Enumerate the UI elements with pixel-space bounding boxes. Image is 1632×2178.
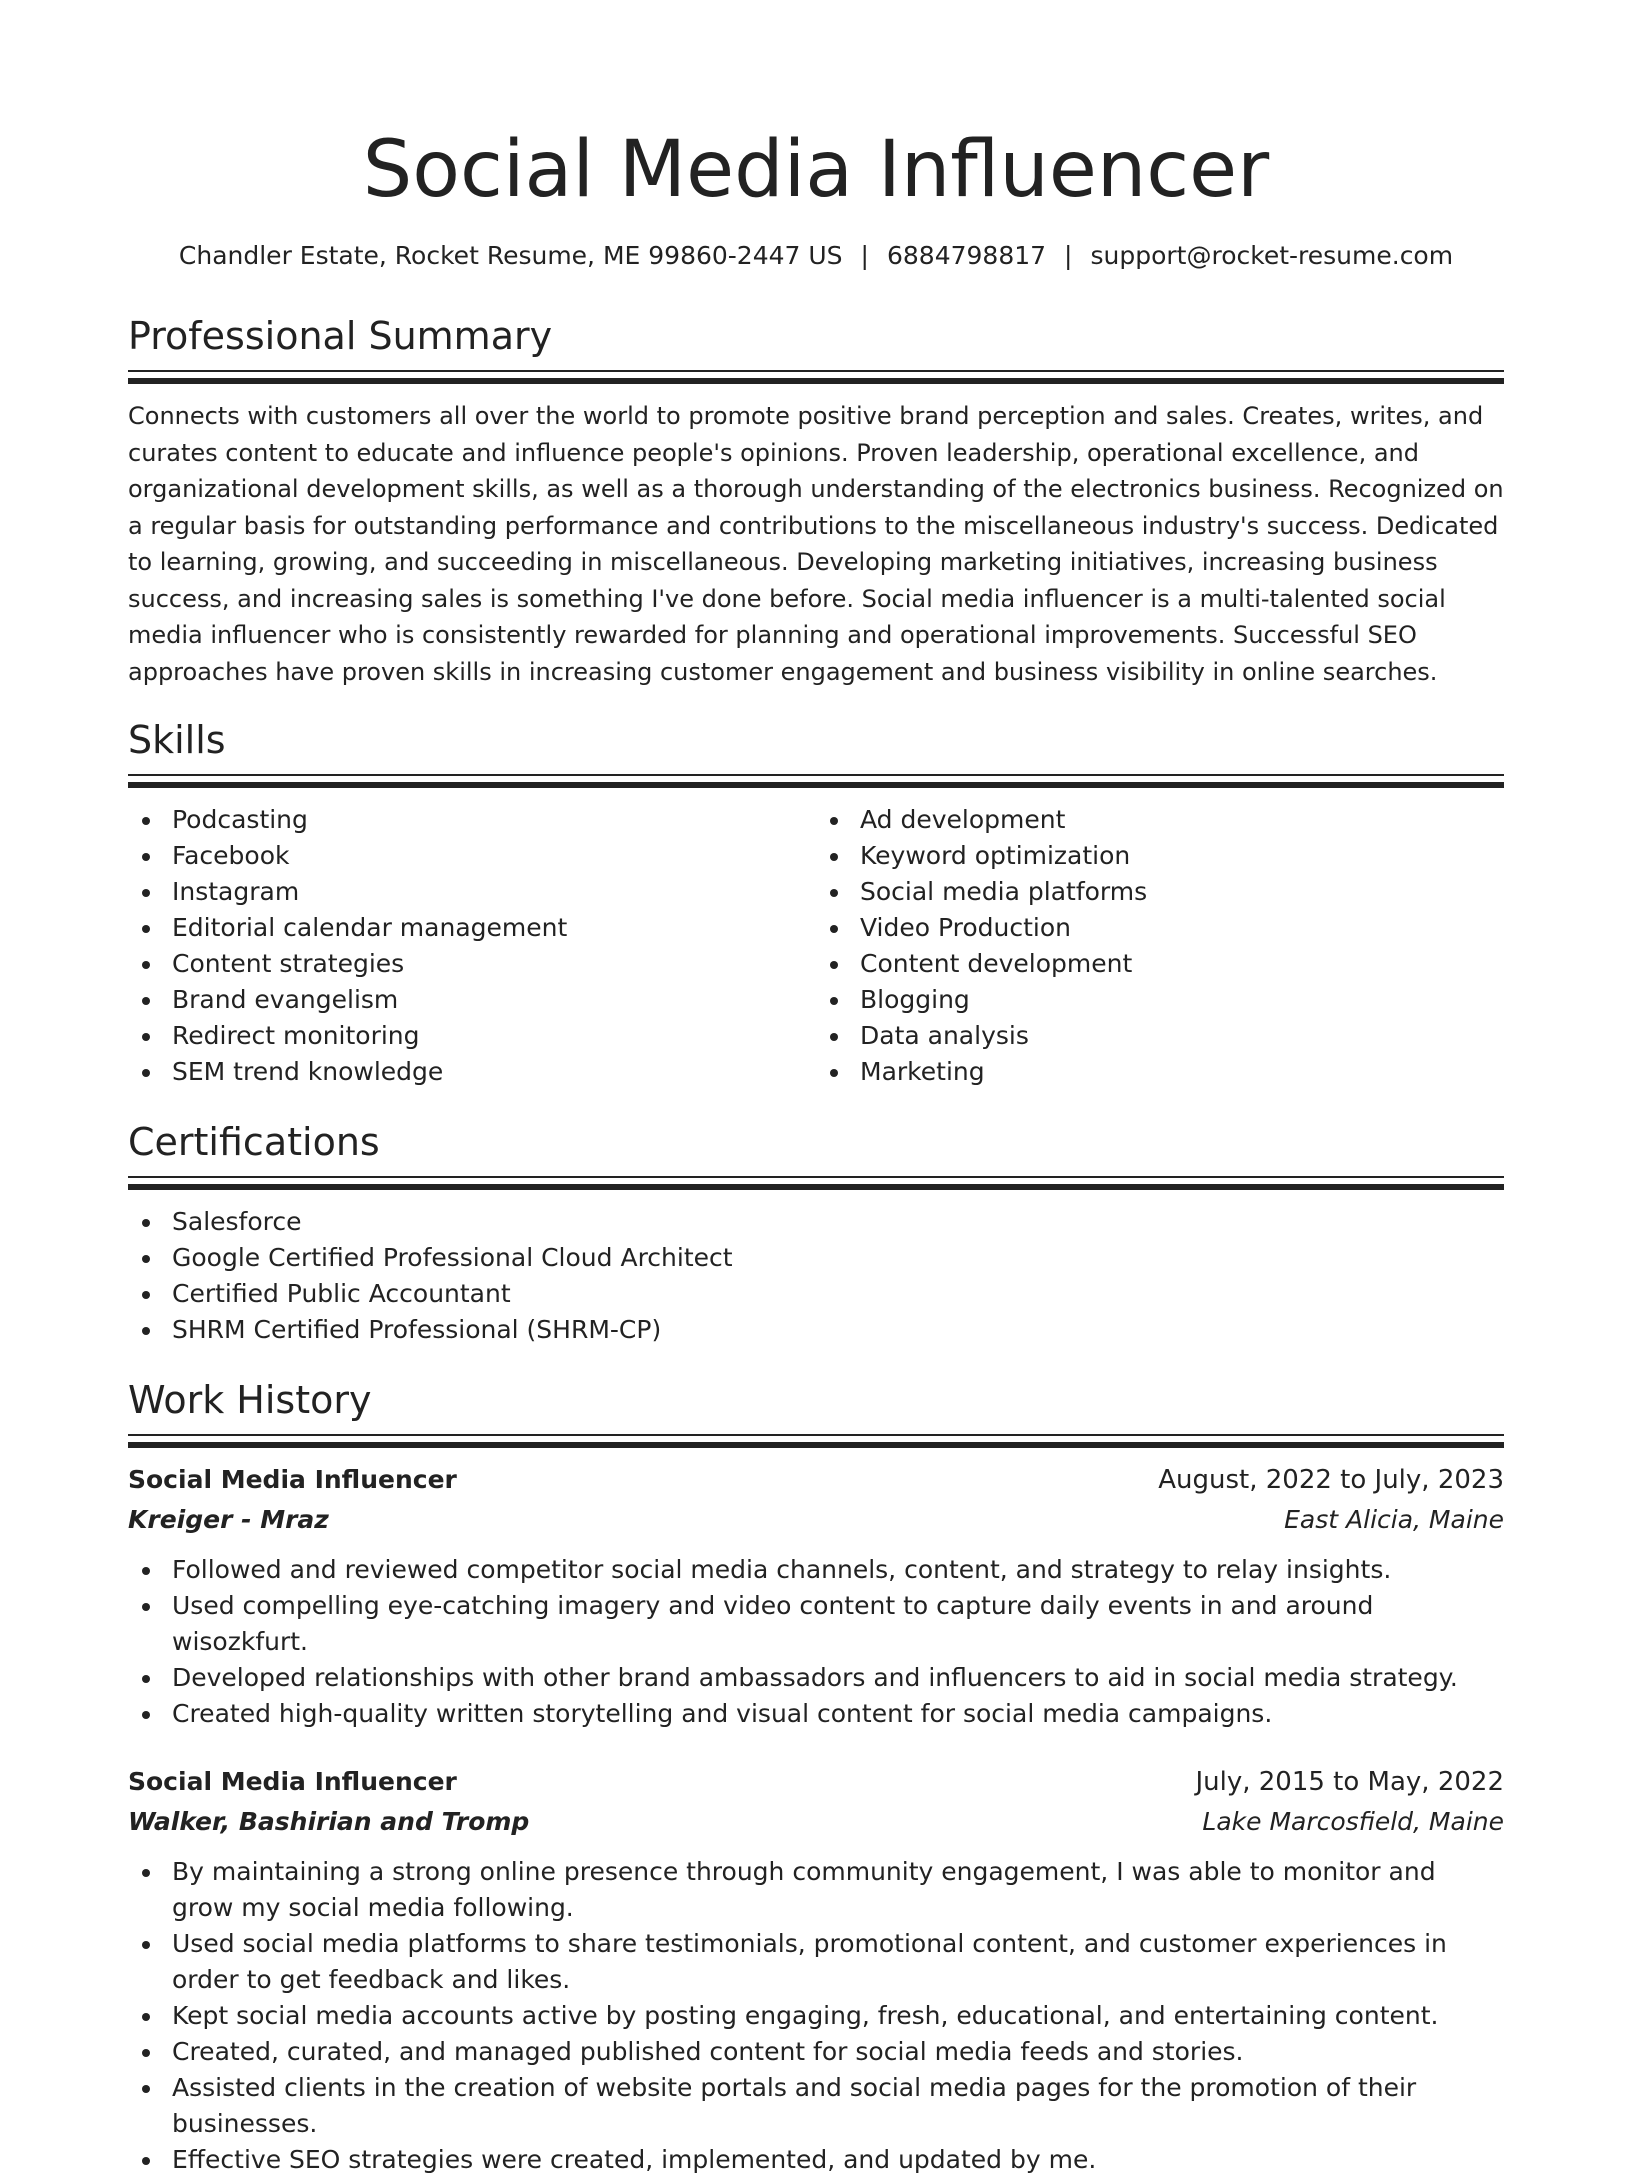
skills-section bbox=[128, 714, 1504, 1090]
skill-item: SEM trend knowledge bbox=[128, 1054, 816, 1090]
job-location: East Alicia, Maine bbox=[1284, 1505, 1504, 1534]
job-bullets bbox=[128, 1854, 1504, 2178]
job-bullet: Developed relationships with other brand ambassadors and influencers to aid in social media strategy. bbox=[128, 1660, 1504, 1696]
job-bullet: Created high-quality written storytelling and visual content for social media campaigns. bbox=[128, 1696, 1504, 1732]
job-bullet: Followed and reviewed competitor social media channels, content, and strategy to relay insights. bbox=[128, 1552, 1504, 1588]
job-dates: August, 2022 to July, 2023 bbox=[1158, 1465, 1504, 1495]
skill-item: Social media platforms bbox=[816, 874, 1504, 910]
skill-item: Instagram bbox=[128, 874, 816, 910]
skills-columns bbox=[128, 802, 1504, 1090]
skills-list-right bbox=[816, 802, 1504, 1090]
section-divider bbox=[128, 1434, 1504, 1448]
summary-section bbox=[128, 310, 1504, 690]
skill-item: Podcasting bbox=[128, 802, 816, 838]
contact-line bbox=[128, 236, 1504, 276]
contact-separator: | bbox=[860, 241, 869, 270]
job-location: Lake Marcosfield, Maine bbox=[1202, 1807, 1504, 1836]
job-company: Kreiger - Mraz bbox=[128, 1505, 329, 1534]
certification-item: Google Certified Professional Cloud Architect bbox=[128, 1240, 1504, 1276]
resume-title: Social Media Influencer bbox=[362, 125, 1270, 215]
skill-item: Data analysis bbox=[816, 1018, 1504, 1054]
skill-item: Marketing bbox=[816, 1054, 1504, 1090]
skills-list-left bbox=[128, 802, 816, 1090]
skill-item: Redirect monitoring bbox=[128, 1018, 816, 1054]
job-bullet: Effective SEO strategies were created, implemented, and updated by me. bbox=[128, 2142, 1504, 2178]
skill-item: Ad development bbox=[816, 802, 1504, 838]
skill-item: Keyword optimization bbox=[816, 838, 1504, 874]
certification-item: SHRM Certified Professional (SHRM-CP) bbox=[128, 1312, 1504, 1348]
job-subheader-row bbox=[128, 1500, 1504, 1540]
job-subheader-row bbox=[128, 1802, 1504, 1842]
certifications-section bbox=[128, 1116, 1504, 1348]
skill-item: Brand evangelism bbox=[128, 982, 816, 1018]
summary-text: Connects with customers all over the world to promote positive brand perception and sales. Creates, writes, and curates content to educate and influence people's opinions. Proven leadership, operational excellence, and organizational development skills, as well as a thorough understanding of the electronics business. Recognized on a regular basis for outstanding performance and contributions to the miscellaneous industry's success. Dedicated to learning, growing, and succeeding in miscellaneous. Developing marketing initiatives, increasing business success, and increasing sales is something I've done before. Social media influencer is a multi-talented social media influencer who is consistently rewarded for planning and operational improvements. Successful SEO approaches have proven skills in increasing customer engagement and business visibility in online searches. bbox=[128, 402, 1504, 686]
section-divider bbox=[128, 1176, 1504, 1190]
certification-item: Salesforce bbox=[128, 1204, 1504, 1240]
job-bullet: Used compelling eye-catching imagery and video content to capture daily events in and around wisozkfurt. bbox=[128, 1588, 1504, 1660]
section-divider bbox=[128, 370, 1504, 384]
job-bullet: Created, curated, and managed published content for social media feeds and stories. bbox=[128, 2034, 1504, 2070]
skill-item: Editorial calendar management bbox=[128, 910, 816, 946]
skill-item: Video Production bbox=[816, 910, 1504, 946]
job-bullet: Assisted clients in the creation of website portals and social media pages for the promotion of their businesses. bbox=[128, 2070, 1504, 2142]
job-bullet: Kept social media accounts active by posting engaging, fresh, educational, and entertaining content. bbox=[128, 1998, 1504, 2034]
certification-item: Certified Public Accountant bbox=[128, 1276, 1504, 1312]
contact-email[interactable]: support@rocket-resume.com bbox=[1090, 241, 1454, 270]
section-heading-certifications: Certifications bbox=[128, 1120, 380, 1164]
skill-item: Content strategies bbox=[128, 946, 816, 982]
job-bullets bbox=[128, 1552, 1504, 1732]
section-divider bbox=[128, 774, 1504, 788]
certifications-list bbox=[128, 1204, 1504, 1348]
contact-separator: | bbox=[1064, 241, 1073, 270]
job-bullet: By maintaining a strong online presence through community engagement, I was able to monitor and grow my social media following. bbox=[128, 1854, 1504, 1926]
skill-item: Content development bbox=[816, 946, 1504, 982]
work-history-section bbox=[128, 1374, 1504, 2178]
section-heading-summary: Professional Summary bbox=[128, 314, 553, 358]
job-entry bbox=[128, 1460, 1504, 1732]
job-header-row bbox=[128, 1460, 1504, 1500]
job-header-row bbox=[128, 1762, 1504, 1802]
contact-address: Chandler Estate, Rocket Resume, ME 99860-2447 US bbox=[178, 241, 843, 270]
job-title: Social Media Influencer bbox=[128, 1465, 457, 1494]
job-title: Social Media Influencer bbox=[128, 1767, 457, 1796]
section-heading-skills: Skills bbox=[128, 718, 226, 762]
skill-item: Facebook bbox=[128, 838, 816, 874]
job-dates: July, 2015 to May, 2022 bbox=[1195, 1767, 1504, 1797]
job-entry bbox=[128, 1762, 1504, 2178]
job-bullet: Used social media platforms to share testimonials, promotional content, and customer experiences in order to get feedback and likes. bbox=[128, 1926, 1504, 1998]
skill-item: Blogging bbox=[816, 982, 1504, 1018]
job-company: Walker, Bashirian and Tromp bbox=[128, 1807, 530, 1836]
section-heading-work-history: Work History bbox=[128, 1378, 372, 1422]
contact-phone: 6884798817 bbox=[886, 241, 1047, 270]
